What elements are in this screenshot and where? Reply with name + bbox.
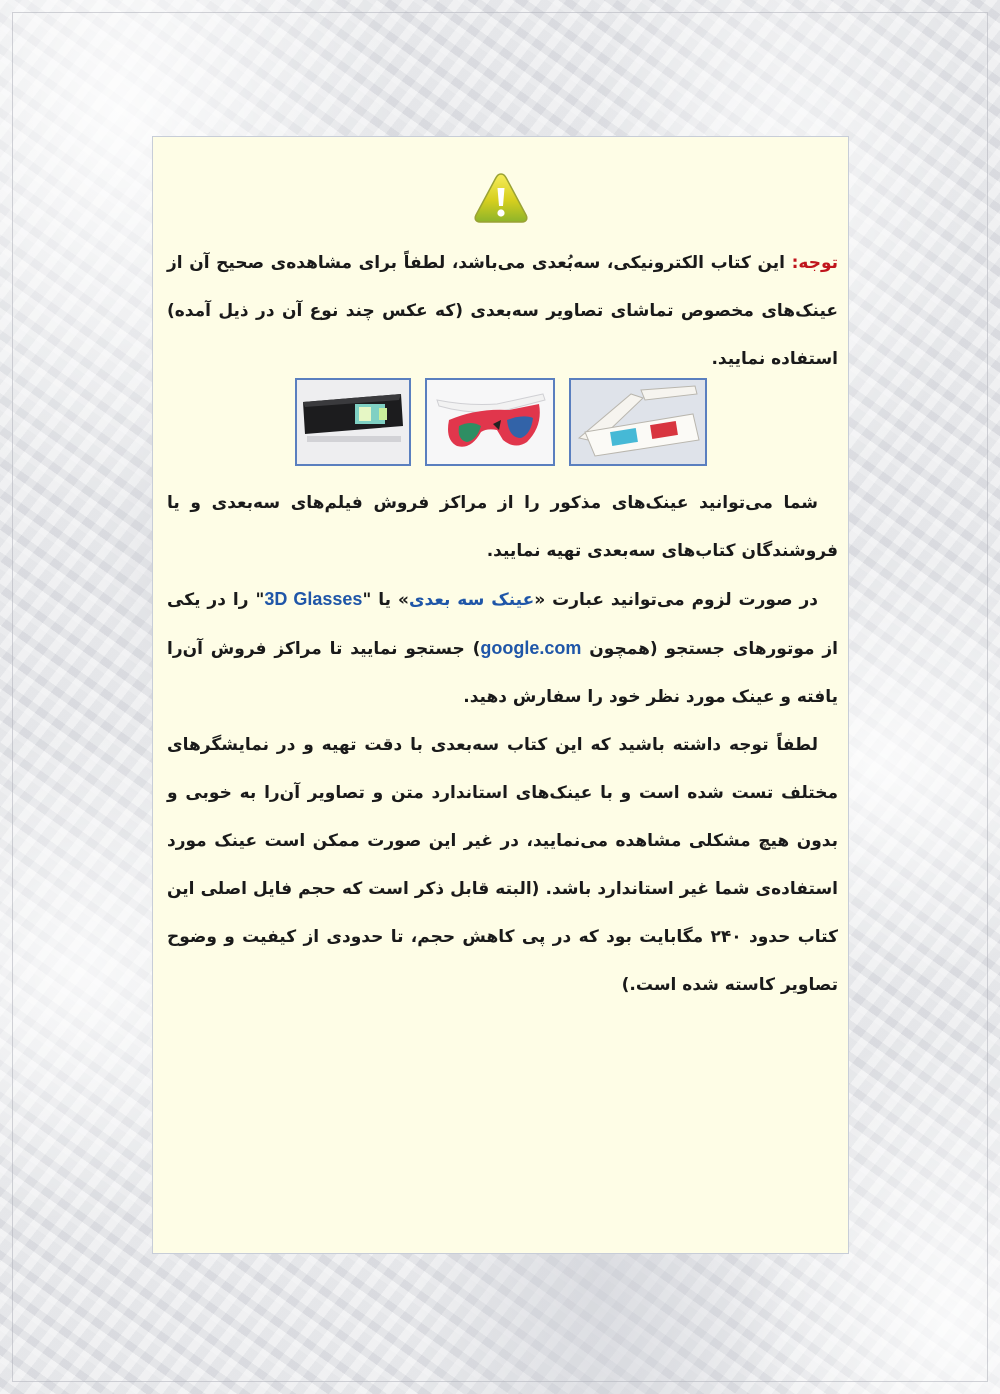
notice-intro: این کتاب الکترونیکی، سه‌بُعدی می‌باشد، لطفاً برای مشاهده‌ی صحیح آن از عینک‌های مخصوص تماشای تصاویر سه‌بعدی (که عکس چند نوع آن در ذیل آمده) استفاده نمایید. — [167, 253, 838, 369]
paper-anaglyph-glasses-photo — [569, 378, 707, 466]
glasses-photo-row — [153, 378, 848, 470]
content-panel — [152, 136, 849, 1254]
search-term-fa: عینک سه بعدی — [408, 590, 535, 610]
where-to-buy-paragraph: شما می‌توانید عینک‌های مذکور را از مراکز فروش فیلم‌های سه‌بعدی و یا فروشندگان کتاب‌های سه‌بعدی تهیه نمایید. — [167, 493, 838, 561]
red-3d-glasses-photo — [425, 378, 555, 466]
search-text-mid: » یا " — [362, 590, 409, 610]
notice-paragraph — [167, 239, 838, 383]
search-term-en: 3D Glasses — [264, 589, 363, 609]
notice-label: توجه: — [791, 253, 838, 273]
shutter-3d-glasses-photo — [295, 378, 411, 466]
search-text-after: " را در یکی از موتورهای جستجو (همچون — [167, 590, 838, 659]
quality-note-paragraph: لطفاً توجه داشته باشید که این کتاب سه‌بعدی با دقت تهیه و در نمایشگرهای مختلف تست شده است و با عینک‌های استاندارد متن و تصاویر آن‌را به خوبی و بدون هیچ مشکلی مشاهده می‌نمایید، در غیر این صورت ممکن است عینک مورد استفاده‌ی شما غیر استاندارد باشد. (البته قابل ذکر است که حجم فایل اصلی این کتاب حدود ۲۴۰ مگابایت بود که در پی کاهش حجم، تا حدودی از کیفیت و وضوح تصاویر کاسته شده است.) — [167, 735, 838, 995]
search-text-before: در صورت لزوم می‌توانید عبارت « — [534, 590, 818, 610]
warning-icon — [473, 171, 529, 225]
search-paragraph — [167, 575, 838, 721]
search-engine-link[interactable]: google.com — [480, 638, 582, 658]
search-text-end: ) جستجو نمایید تا مراکز فروش آن‌را یافته و عینک مورد نظر خود را سفارش دهید. — [167, 639, 838, 707]
body-paragraphs — [167, 479, 838, 1009]
